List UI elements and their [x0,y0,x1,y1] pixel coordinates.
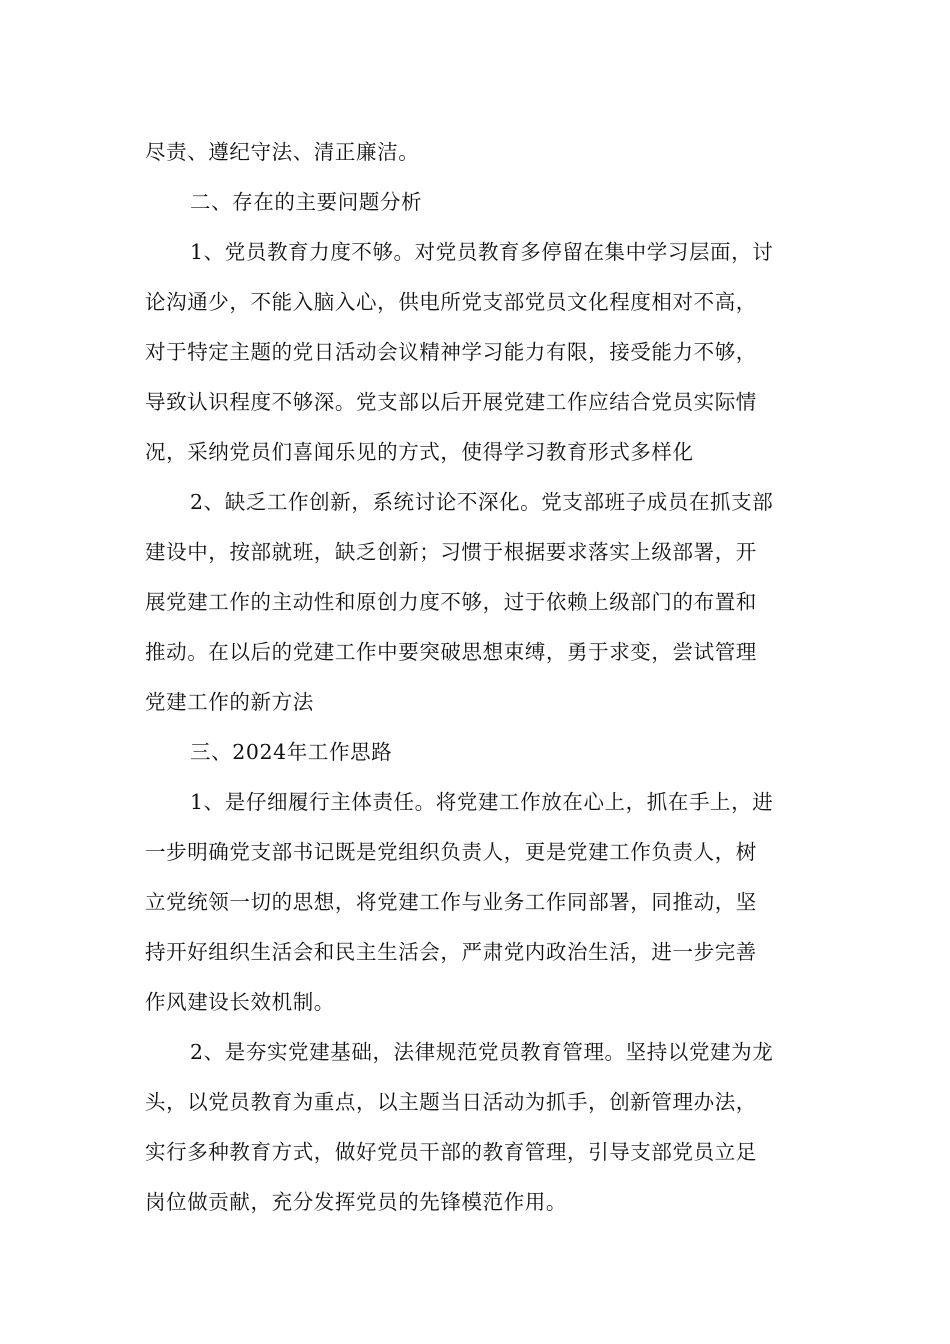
problem-1-line: 况，采纳党员们喜闻乐见的方式，使得学习教育形式多样化 [145,440,694,464]
plan-1-line: 持开好组织生活会和民主生活会，严肃党内政治生活，进一步完善 [145,940,757,964]
problem-1-line: 论沟通少，不能入脑入心，供电所党支部党员文化程度相对不高， [145,290,757,314]
problem-2-line: 推动。在以后的党建工作中要突破思想束缚，勇于求变，尝试管理 [145,640,757,664]
problem-1-line: 对于特定主题的党日活动会议精神学习能力有限，接受能力不够， [145,340,757,364]
problem-2-line: 建设中，按部就班，缺乏创新；习惯于根据要求落实上级部署，开 [145,540,757,564]
plan-2-line: 头，以党员教育为重点，以主题当日活动为抓手，创新管理办法， [145,1090,757,1114]
problem-2-line: 展党建工作的主动性和原创力度不够，过于依赖上级部门的布置和 [145,590,757,614]
plan-1-line: 作风建设长效机制。 [145,990,335,1014]
plan-2-line: 实行多种教育方式，做好党员干部的教育管理，引导支部党员立足 [145,1140,757,1164]
problem-1-line: 导致认识程度不够深。党支部以后开展党建工作应结合党员实际情 [145,390,757,414]
plan-2-line: 岗位做贡献，充分发挥党员的先锋模范作用。 [145,1190,567,1214]
plan-1-line: 立党统领一切的思想，将党建工作与业务工作同部署，同推动，坚 [145,890,757,914]
plan-1-line: 1、是仔细履行主体责任。将党建工作放在心上，抓在手上，进 [190,790,774,814]
plan-2-line: 2、是夯实党建基础，法律规范党员教育管理。坚持以党建为龙 [190,1040,774,1064]
problem-1-line: 1、党员教育力度不够。对党员教育多停留在集中学习层面，讨 [190,240,774,264]
section-heading-problems: 二、存在的主要问题分析 [190,190,423,214]
plan-1-line: 一步明确党支部书记既是党组织负责人，更是党建工作负责人，树 [145,840,757,864]
section-heading-plan: 三、2024年工作思路 [190,740,393,764]
problem-2-line: 党建工作的新方法 [145,690,314,714]
paragraph-continuation: 尽责、遵纪守法、清正廉洁。 [145,140,420,164]
problem-2-line: 2、缺乏工作创新，系统讨论不深化。党支部班子成员在抓支部 [190,490,774,514]
